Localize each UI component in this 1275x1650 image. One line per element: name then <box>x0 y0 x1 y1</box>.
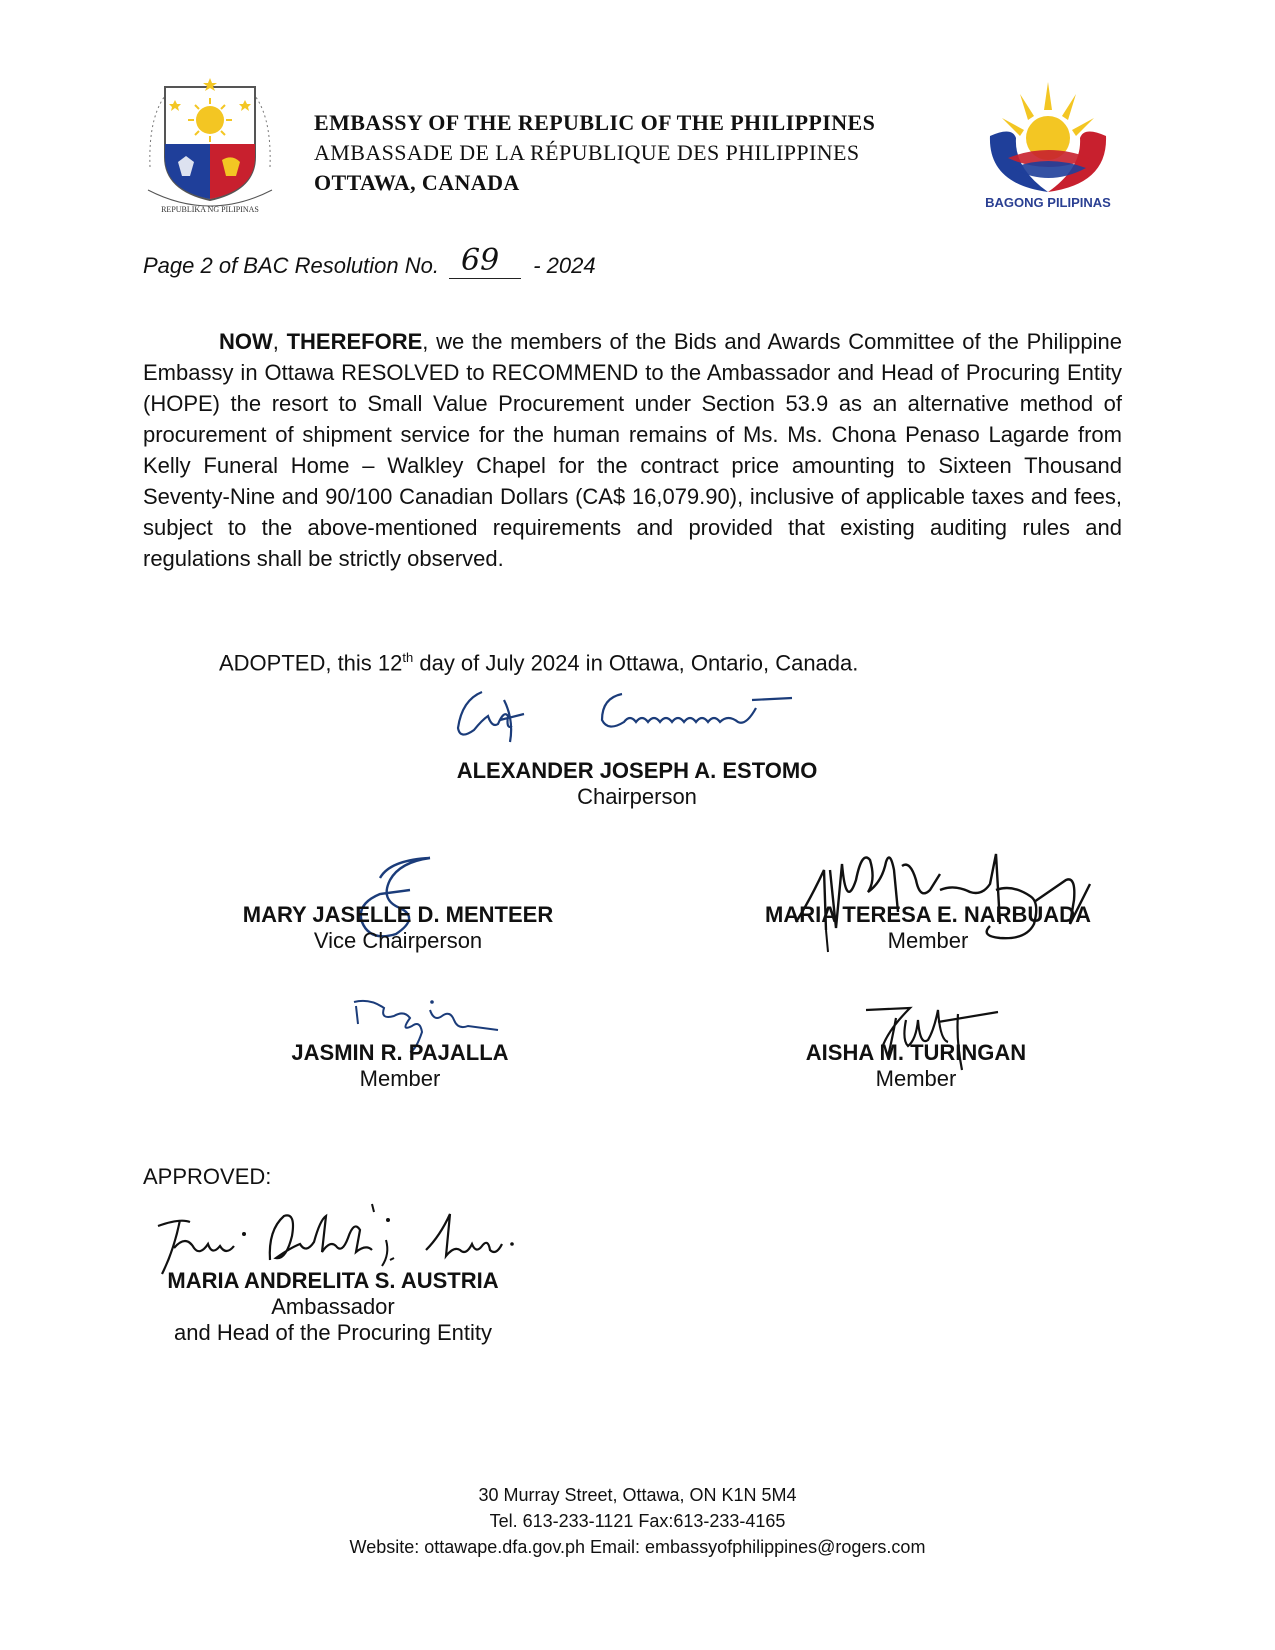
ambassador-name: MARIA ANDRELITA S. AUSTRIA <box>167 1268 499 1293</box>
chairperson-signature <box>452 680 812 750</box>
vice-chairperson-role: Vice Chairperson <box>313 928 483 953</box>
coat-of-arms-icon <box>140 72 280 220</box>
adoption-text-end: day of July 2024 in Ottawa, Ontario, Canada. <box>413 650 859 676</box>
embassy-letterhead <box>314 108 875 198</box>
adoption-statement <box>219 650 858 676</box>
handwritten-resolution-number <box>453 244 517 278</box>
letterhead-line-french: AMBASSADE DE LA RÉPUBLIQUE DES PHILIPPINES <box>314 140 860 165</box>
svg-text:REPUBLIKA NG PILIPINAS: REPUBLIKA NG PILIPINAS <box>161 205 259 214</box>
lead-word-therefore: THEREFORE <box>286 329 423 354</box>
member-turingan-name: AISHA M. TURINGAN <box>805 1040 1027 1065</box>
chairperson-block <box>372 758 902 810</box>
bagong-pilipinas-logo-text: BAGONG PILIPINAS <box>985 195 1111 210</box>
footer-web-email: Website: ottawape.dfa.gov.ph Email: embassyofphilippines@rogers.com <box>349 1537 926 1557</box>
member-narbuada-role: Member <box>887 928 969 953</box>
page-reference <box>143 244 596 279</box>
footer-address: 30 Murray Street, Ottawa, ON K1N 5M4 <box>478 1485 797 1505</box>
member-pajalla-role: Member <box>359 1066 441 1091</box>
resolution-number-field <box>449 244 521 279</box>
member-turingan-role: Member <box>875 1066 957 1091</box>
member-pajalla-block <box>250 1040 550 1092</box>
adoption-ordinal-suffix: th <box>402 650 414 665</box>
hope-role: and Head of the Procuring Entity <box>174 1320 492 1345</box>
lead-word-now: NOW <box>219 329 273 354</box>
letter-footer <box>0 1482 1275 1560</box>
ambassador-block <box>138 1268 528 1346</box>
resolution-body-text: , we the members of the Bids and Awards Committee of the Philippine Embassy in Ottawa RESOLVED to RECOMMEND to the Ambassador and Head of Procuring Entity (HOPE) the resort to Small Value Procurement under Section 53.9 as an alternative method of procurement of shipment service for the human remains of Ms. Ms. Chona Penaso Lagarde from Kelly Funeral Home – Walkley Chapel for the contract price amounting to Sixteen Thousand Seventy-Nine and 90/100 Canadian Dollars (CA$ 16,079.90), inclusive of applicable taxes and fees, subject to the above-mentioned requirements and provided that existing auditing rules and regulations shall be strictly observed. <box>143 329 1122 571</box>
ambassador-role: Ambassador <box>271 1294 395 1319</box>
member-turingan-block <box>776 1040 1056 1092</box>
approved-label: APPROVED: <box>143 1164 272 1189</box>
vice-chairperson-block <box>218 902 578 954</box>
letterhead-line-english: EMBASSY OF THE REPUBLIC OF THE PHILIPPINES <box>314 110 876 135</box>
adoption-text-start: ADOPTED, this 12 <box>219 650 403 676</box>
letterhead-line-city: OTTAWA, CANADA <box>314 170 520 195</box>
member-narbuada-name: MARIA TERESA E. NARBUADA <box>765 902 1091 927</box>
lead-separator: , <box>272 329 279 354</box>
member-pajalla-name: JASMIN R. PAJALLA <box>291 1040 509 1065</box>
svg-text:69: 69 <box>461 244 500 278</box>
vice-chairperson-name: MARY JASELLE D. MENTEER <box>242 902 554 927</box>
page-reference-prefix: Page 2 of BAC Resolution No. <box>143 253 439 278</box>
chairperson-role: Chairperson <box>577 784 697 809</box>
footer-phone-fax: Tel. 613-233-1121 Fax:613-233-4165 <box>489 1511 786 1531</box>
resolution-paragraph <box>143 326 1122 574</box>
member-narbuada-block <box>738 902 1118 954</box>
page-reference-suffix: - 2024 <box>533 253 596 278</box>
chairperson-name: ALEXANDER JOSEPH A. ESTOMO <box>456 758 818 783</box>
